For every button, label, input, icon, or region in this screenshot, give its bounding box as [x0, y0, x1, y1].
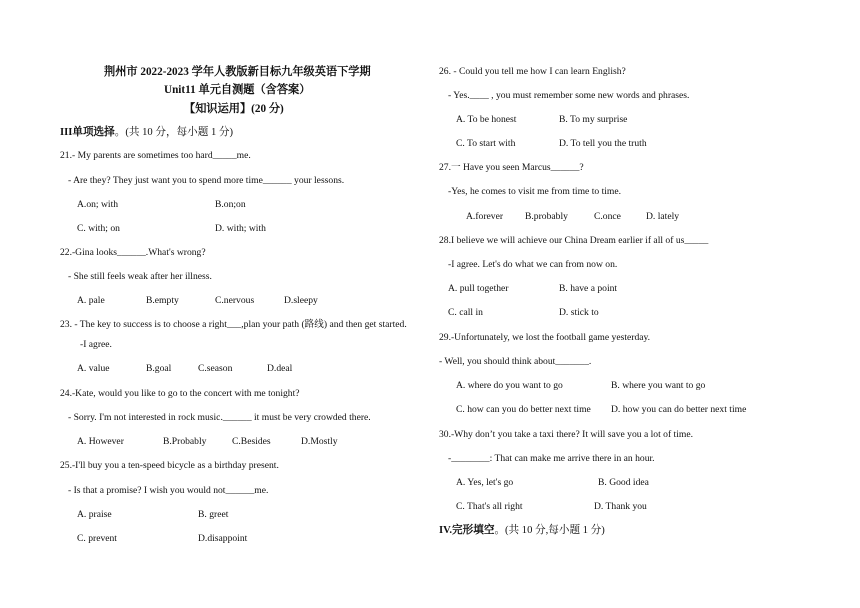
q26-option-a: A. To be honest — [456, 114, 517, 125]
doc-title-line2: Unit11 单元自测题（含答案） — [164, 84, 311, 96]
q30-response: -________: That can make me arrive there in an hour. — [448, 453, 655, 464]
section4-note: 。(共 10 分,每小题 1 分) — [494, 525, 605, 536]
q26-option-c: C. To start with — [456, 138, 516, 149]
q21-option-a: A.on; with — [77, 199, 119, 210]
q24-option-d: D.Mostly — [301, 436, 338, 447]
q24-question: 24.-Kate, would you like to go to the concert with me tonight? — [60, 388, 300, 399]
q28-response: -I agree. Let's do what we can from now on. — [448, 259, 618, 270]
q26-option-b: B. To my surprise — [559, 114, 628, 125]
q24-option-a: A. However — [77, 436, 124, 447]
q29-option-a: A. where do you want to go — [456, 380, 563, 391]
q21-question: 21.- My parents are sometimes too hard_____me. — [60, 150, 251, 161]
q24-response: - Sorry. I'm not interested in rock music.______ it must be very crowded there. — [68, 412, 371, 423]
q21-option-b: B.on;on — [215, 199, 246, 210]
q27-response: -Yes, he comes to visit me from time to time. — [448, 186, 622, 197]
q25-response: - Is that a promise? I wish you would not______me. — [68, 485, 269, 496]
q25-question: 25.-I'll buy you a ten-speed bicycle as a birthday present. — [60, 460, 279, 471]
q21-option-c: C. with; on — [77, 223, 120, 234]
q22-question: 22.-Gina looks______.What's wrong? — [60, 247, 206, 258]
q28-option-d: D. stick to — [559, 307, 599, 318]
q30-question: 30.-Why don’t you take a taxi there? It will save you a lot of time. — [439, 429, 693, 440]
q27-option-d: D. lately — [646, 211, 680, 222]
q22-option-c: C.nervous — [215, 295, 255, 306]
q23-option-c: C.season — [198, 363, 233, 374]
q30-option-c: C. That's all right — [456, 501, 523, 512]
q23-option-b: B.goal — [146, 363, 172, 374]
q30-option-a: A. Yes, let's go — [456, 477, 514, 488]
q30-option-b: B. Good idea — [598, 477, 649, 488]
q24-option-b: B.Probably — [163, 436, 207, 447]
q27-option-b: B.probably — [525, 211, 568, 222]
q29-option-b: B. where you want to go — [611, 380, 706, 391]
q23-option-d: D.deal — [267, 363, 293, 374]
doc-title-line1: 荆州市 2022-2023 学年人教版新目标九年级英语下学期 — [104, 66, 371, 78]
q28-option-b: B. have a point — [559, 283, 618, 294]
q28-option-a: A. pull together — [448, 283, 509, 294]
section4-title: IV.完形填空 — [439, 525, 495, 536]
q29-option-d: D. how you can do better next time — [611, 404, 747, 415]
section3-heading — [60, 127, 233, 139]
q27-question: 27.一 Have you seen Marcus______? — [439, 162, 584, 173]
section4-heading — [439, 525, 605, 537]
q21-option-d: D. with; with — [215, 223, 266, 234]
q21-response: - Are they? They just want you to spend more time______ your lessons. — [68, 175, 345, 186]
q22-response: - She still feels weak after her illness. — [68, 271, 212, 282]
q26-option-d: D. To tell you the truth — [559, 138, 647, 149]
q27-option-a: A.forever — [466, 211, 504, 222]
q25-option-b: B. greet — [198, 509, 229, 520]
q23-option-a: A. value — [77, 363, 110, 374]
section3-title: III单项选择 — [60, 127, 115, 138]
doc-title-line3: 【知识运用】(20 分) — [184, 103, 284, 115]
q22-option-a: A. pale — [77, 295, 105, 306]
section3-note: 。(共 10 分，每小题 1 分) — [114, 127, 234, 138]
q28-option-c: C. call in — [448, 307, 483, 318]
q23-question: 23. - The key to success is to choose a right___,plan your path (路线) and then get started. — [60, 319, 407, 330]
q30-option-d: D. Thank you — [594, 501, 647, 512]
q25-option-d: D.disappoint — [198, 533, 248, 544]
q26-response: - Yes.____ , you must remember some new words and phrases. — [448, 90, 690, 101]
q26-question: 26. - Could you tell me how I can learn English? — [439, 66, 626, 77]
q29-question: 29.-Unfortunately, we lost the football game yesterday. — [439, 332, 651, 343]
q27-option-c: C.once — [594, 211, 621, 222]
q29-response: - Well, you should think about_______. — [439, 356, 592, 367]
q23-response: -I agree. — [80, 339, 112, 350]
q22-option-d: D.sleepy — [284, 295, 318, 306]
q22-option-b: B.empty — [146, 295, 179, 306]
q25-option-a: A. praise — [77, 509, 112, 520]
q28-question: 28.I believe we will achieve our China Dream earlier if all of us_____ — [439, 235, 709, 246]
q24-option-c: C.Besides — [232, 436, 271, 447]
q29-option-c: C. how can you do better next time — [456, 404, 591, 415]
q25-option-c: C. prevent — [77, 533, 117, 544]
